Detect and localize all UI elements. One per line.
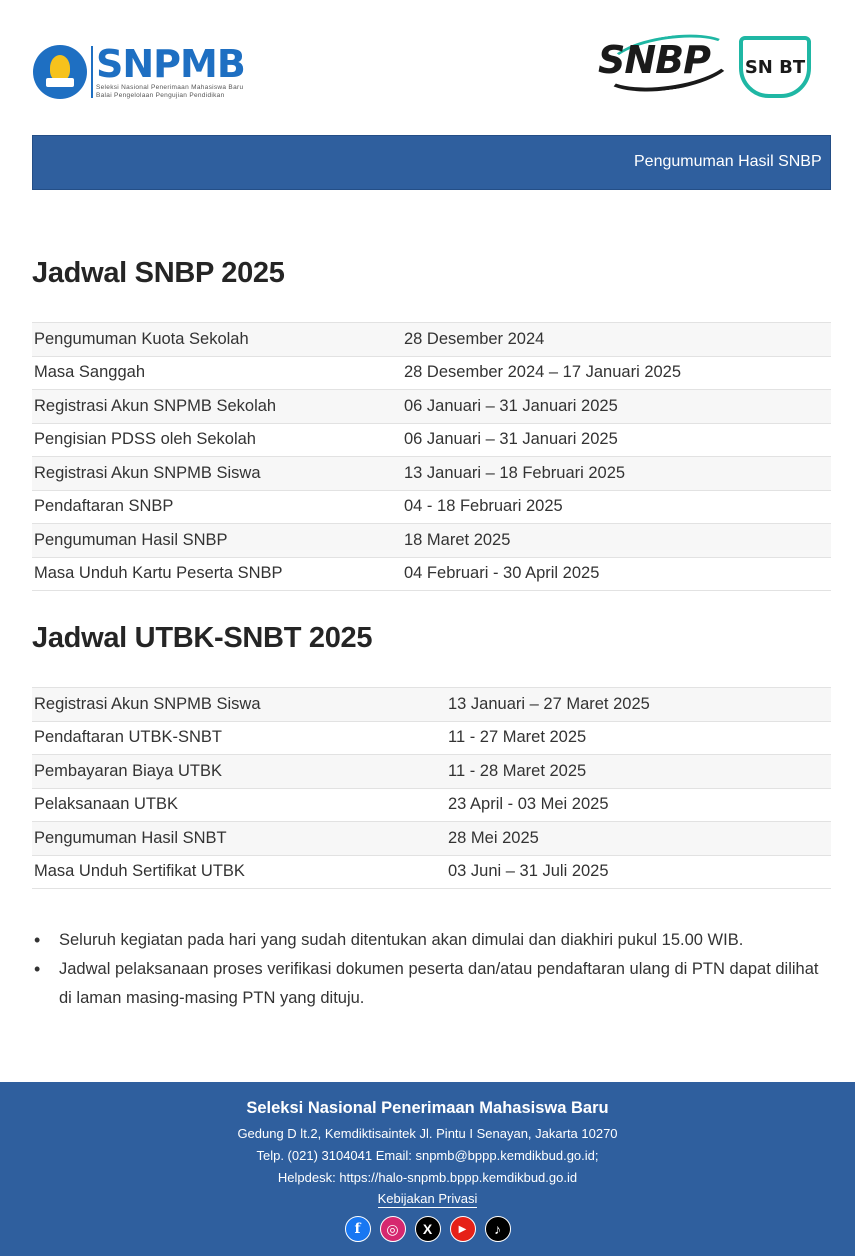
site-header [0, 0, 855, 135]
date-cell: 23 April - 03 Mei 2025 [446, 788, 831, 822]
utbk-snbt-schedule-table [32, 687, 831, 889]
logo-subtitle-1: Seleksi Nasional Penerimaan Mahasiswa Baru [96, 84, 244, 91]
table-row [32, 688, 831, 722]
table-row [32, 524, 831, 558]
snbp-snbt-logo[interactable] [598, 34, 813, 100]
activity-cell: Pengumuman Hasil SNBP [32, 524, 402, 558]
table-row [32, 490, 831, 524]
activity-cell: Masa Unduh Sertifikat UTBK [32, 855, 446, 889]
date-cell: 11 - 27 Maret 2025 [446, 721, 831, 755]
logo-divider [91, 46, 93, 98]
ticker-text[interactable]: Pengumuman Hasil SNBP [634, 153, 822, 170]
activity-cell: Registrasi Akun SNPMB Siswa [32, 688, 446, 722]
utbk-snbt-schedule-title: Jadwal UTBK-SNBT 2025 [32, 622, 373, 654]
date-cell: 04 Februari - 30 April 2025 [402, 557, 831, 591]
logo-text [96, 44, 245, 100]
activity-cell: Pendaftaran SNBP [32, 490, 402, 524]
date-cell: 13 Januari – 18 Februari 2025 [402, 457, 831, 491]
table-row [32, 356, 831, 390]
snbp-wordmark: SNBP [598, 38, 710, 82]
snbp-schedule-table [32, 322, 831, 591]
x-icon[interactable]: X [415, 1216, 441, 1242]
note-item: • Jadwal pelaksanaan proses verifikasi dokumen peserta dan/atau pendaftaran ulang di PTN dapat dilihat di laman masing-masing PTN yang dituju. [32, 955, 822, 1013]
snbt-badge-icon [739, 36, 811, 98]
table-row [32, 788, 831, 822]
date-cell: 18 Maret 2025 [402, 524, 831, 558]
activity-cell: Pembayaran Biaya UTBK [32, 755, 446, 789]
footer-title: Seleksi Nasional Penerimaan Mahasiswa Baru [246, 1099, 609, 1117]
activity-cell: Masa Unduh Kartu Peserta SNBP [32, 557, 402, 591]
table-row [32, 822, 831, 856]
table-row [32, 457, 831, 491]
date-cell: 04 - 18 Februari 2025 [402, 490, 831, 524]
date-cell: 28 Desember 2024 – 17 Januari 2025 [402, 356, 831, 390]
tiktok-icon[interactable]: ♪ [485, 1216, 511, 1242]
table-row [32, 755, 831, 789]
youtube-icon[interactable]: ▶ [450, 1216, 476, 1242]
social-links [0, 1216, 855, 1242]
announcement-ticker[interactable] [32, 135, 831, 190]
activity-cell: Pendaftaran UTBK-SNBT [32, 721, 446, 755]
activity-cell: Pengumuman Kuota Sekolah [32, 323, 402, 357]
activity-cell: Pengisian PDSS oleh Sekolah [32, 423, 402, 457]
table-row [32, 557, 831, 591]
footer-helpdesk: Helpdesk: https://halo-snpmb.bppp.kemdikbud.go.id [277, 1170, 578, 1185]
activity-cell: Pelaksanaan UTBK [32, 788, 446, 822]
date-cell: 06 Januari – 31 Januari 2025 [402, 390, 831, 424]
table-row [32, 323, 831, 357]
activity-cell: Pengumuman Hasil SNBT [32, 822, 446, 856]
privacy-policy-link[interactable]: Kebijakan Privasi [377, 1191, 478, 1206]
table-row [32, 721, 831, 755]
logo-wordmark: SNPMB [96, 42, 245, 86]
activity-cell: Registrasi Akun SNPMB Sekolah [32, 390, 402, 424]
privacy-link-wrap [0, 1190, 855, 1208]
footer-address: Gedung D lt.2, Kemdiktisaintek Jl. Pintu I Senayan, Jakarta 10270 [237, 1126, 618, 1141]
facebook-icon[interactable]: f [345, 1216, 371, 1242]
table-row [32, 855, 831, 889]
snbt-wordmark: SN BT [744, 56, 806, 78]
kemdikbud-emblem-icon [33, 45, 87, 99]
instagram-icon[interactable]: ◎ [380, 1216, 406, 1242]
site-footer [0, 1082, 855, 1256]
snbp-schedule-title: Jadwal SNBP 2025 [32, 257, 285, 289]
date-cell: 28 Mei 2025 [446, 822, 831, 856]
logo-subtitle-2: Balai Pengelolaan Pengujian Pendidikan [96, 92, 225, 99]
snpmb-logo[interactable] [33, 40, 263, 104]
table-row [32, 390, 831, 424]
table-row [32, 423, 831, 457]
schedule-notes [32, 926, 822, 1013]
activity-cell: Registrasi Akun SNPMB Siswa [32, 457, 402, 491]
date-cell: 28 Desember 2024 [402, 323, 831, 357]
date-cell: 11 - 28 Maret 2025 [446, 755, 831, 789]
date-cell: 13 Januari – 27 Maret 2025 [446, 688, 831, 722]
date-cell: 03 Juni – 31 Juli 2025 [446, 855, 831, 889]
activity-cell: Masa Sanggah [32, 356, 402, 390]
footer-contact: Telp. (021) 3104041 Email: snpmb@bppp.kemdikbud.go.id; [256, 1148, 599, 1163]
date-cell: 06 Januari – 31 Januari 2025 [402, 423, 831, 457]
note-item: • Seluruh kegiatan pada hari yang sudah ditentukan akan dimulai dan diakhiri pukul 15.00 WIB. [32, 926, 822, 955]
